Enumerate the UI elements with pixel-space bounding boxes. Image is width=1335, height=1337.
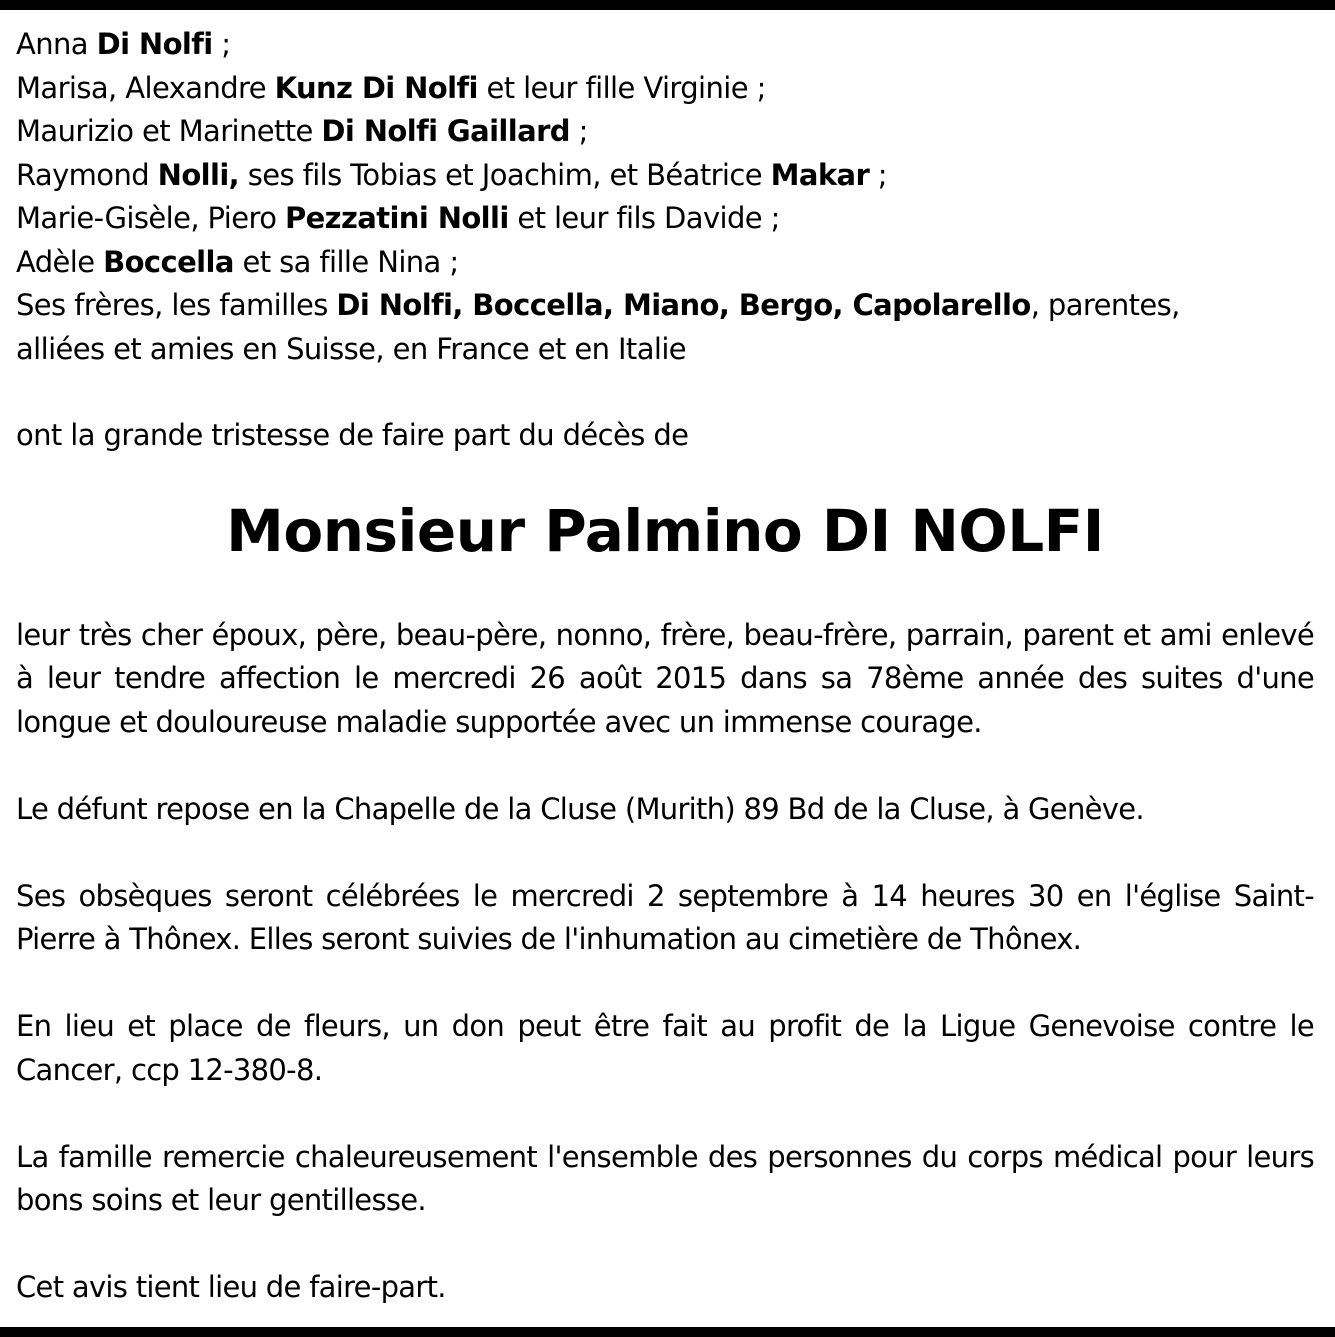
family-text: , parentes, [1030, 288, 1180, 322]
family-text: ; [869, 157, 887, 192]
bottom-border-rule [0, 1327, 1335, 1337]
family-line [16, 284, 1314, 328]
family-text: Adèle [16, 244, 104, 279]
family-text: Maurizio et Marinette [16, 114, 322, 148]
family-line [16, 328, 1314, 372]
family-surname: Makar [770, 157, 870, 192]
family-text: Marisa, Alexandre [16, 70, 275, 105]
family-text: alliées et amies en Suisse, en France et en Italie [16, 331, 687, 366]
family-line [16, 110, 1314, 154]
family-surname: Di Nolfi Gaillard [321, 114, 570, 148]
paragraph-funeral-service: Ses obsèques seront célébrées le mercredi 2 septembre à 14 heures 30 en l'église Saint-Pierre à Thônex. Elles seront suivies de l'inhumation au cimetière de Thônex. [16, 878, 1314, 956]
family-surname: Di Nolfi, Boccella, Miano, Bergo, Capolarello [336, 288, 1031, 322]
family-line [16, 154, 1314, 198]
family-text: et leur fille Virginie ; [477, 70, 766, 105]
obituary-notice [16, 23, 1314, 1310]
family-surname: Di Nolfi [96, 27, 213, 61]
family-text: et sa fille Nina ; [233, 244, 459, 279]
family-text: Raymond [16, 157, 158, 192]
family-text: Ses frères, les familles [16, 288, 337, 322]
family-text: ; [212, 27, 231, 61]
deceased-name: Monsieur Palmino DI NOLFI [226, 496, 1104, 565]
paragraph-thanks: La famille remercie chaleureusement l'ensemble des personnes du corps médical pour leurs bons soins et leur gentillesse. [16, 1139, 1314, 1217]
family-line [16, 241, 1314, 285]
family-text: Anna [16, 27, 97, 61]
family-surname: Nolli, [157, 157, 240, 192]
family-line [16, 197, 1314, 241]
paragraph-resting-place: Le défunt repose en la Chapelle de la Cluse (Murith) 89 Bd de la Cluse, à Genève. [16, 791, 1144, 826]
family-text: ses fils Tobias et Joachim, et Béatrice [239, 157, 771, 192]
family-text: Marie-Gisèle, Piero [16, 201, 285, 235]
family-text: et leur fils Davide ; [508, 201, 780, 235]
family-surname: Boccella [103, 244, 234, 279]
family-line [16, 67, 1314, 111]
announcement-intro: ont la grande tristesse de faire part du décès de [16, 418, 689, 452]
top-border-rule [0, 0, 1335, 10]
family-surname: Kunz Di Nolfi [274, 70, 478, 105]
family-list [16, 23, 1314, 371]
family-text: ; [569, 114, 588, 148]
family-surname: Pezzatini Nolli [284, 201, 509, 235]
paragraph-closing: Cet avis tient lieu de faire-part. [16, 1270, 446, 1304]
family-line [16, 23, 1314, 67]
paragraph-description: leur très cher époux, père, beau-père, nonno, frère, beau-frère, parrain, parent et ami enlevé à leur tendre affection le mercredi 26 août 2015 dans sa 78ème année des suites d'une longue et douloureuse maladie supportée avec un immense courage. [16, 617, 1314, 739]
paragraph-donation: En lieu et place de fleurs, un don peut être fait au profit de la Ligue Genevoise contre le Cancer, ccp 12-380-8. [16, 1009, 1314, 1087]
